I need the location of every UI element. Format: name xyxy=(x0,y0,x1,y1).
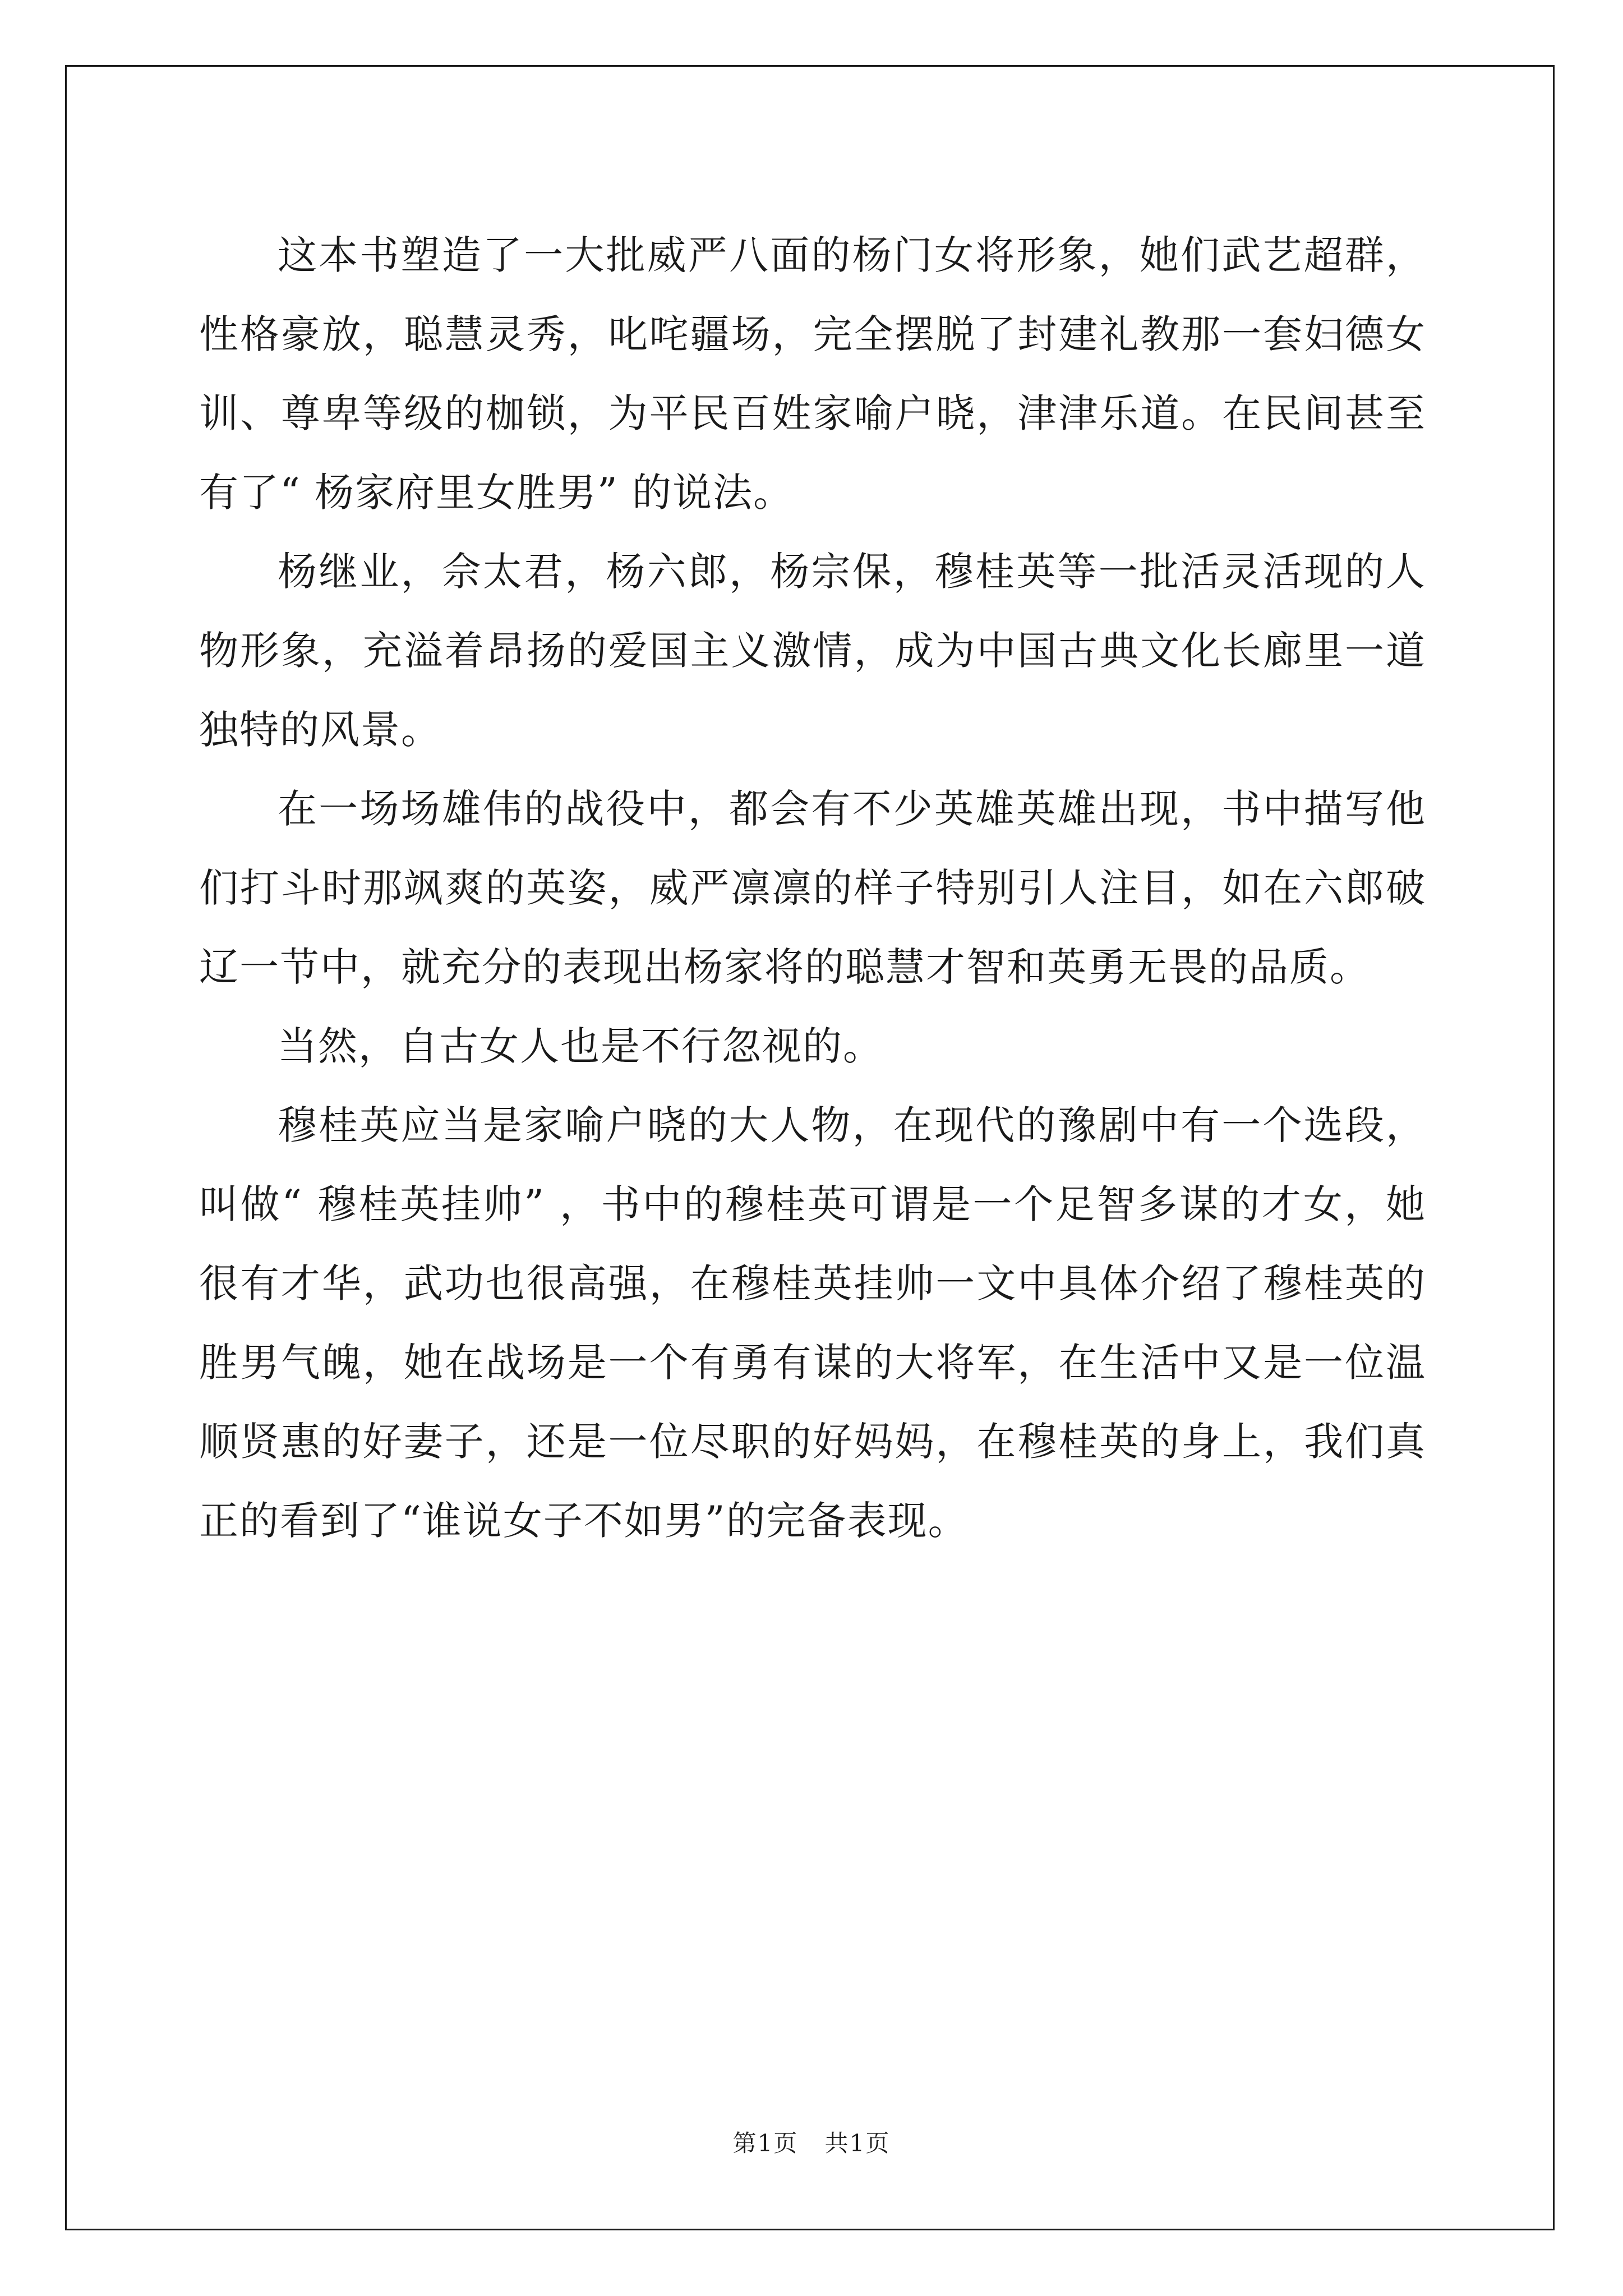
paragraph: 穆桂英应当是家喻户晓的大人物，在现代的豫剧中有一个选段，叫做“ 穆桂英挂帅” ，书中的穆桂英可谓是一个足智多谋的才女，她很有才华，武功也很高强，在穆桂英挂帅一文中具体介绍了穆桂英的胜男气魄，她在战场是一个有勇有谋的大将军，在生活中又是一位温顺贤惠的好妻子，还是一位尽职的好妈妈，在穆桂英的身上，我们真正的看到了“谁说女子不如男”的完备表现。 xyxy=(199,1102,1426,1544)
paragraph: 当然，自古女人也是不行忽视的。 xyxy=(278,1023,883,1069)
paragraph: 在一场场雄伟的战役中，都会有不少英雄英雄出现，书中描写他们打斗时那飒爽的英姿，威严凛凛的样子特别引人注目，如在六郎破辽一节中，就充分的表现出杨家将的聪慧才智和英勇无畏的品质。 xyxy=(199,786,1426,990)
page-footer xyxy=(0,2125,1623,2159)
document-body xyxy=(199,216,1426,1561)
page-total: 共1页 xyxy=(824,2129,891,2157)
paragraph: 这本书塑造了一大批威严八面的杨门女将形象，她们武艺超群，性格豪放，聪慧灵秀，叱咤疆场，完全摆脱了封建礼教那一套妇德女训、尊卑等级的枷锁，为平民百姓家喻户晓，津津乐道。在民间甚至有了“ 杨家府里女胜男” 的说法。 xyxy=(199,232,1426,516)
paragraph: 杨继业，佘太君，杨六郎，杨宗保，穆桂英等一批活灵活现的人物形象，充溢着昂扬的爱国主义激情，成为中国古典文化长廊里一道独特的风景。 xyxy=(199,549,1426,753)
page-number: 第1页 xyxy=(732,2129,799,2157)
